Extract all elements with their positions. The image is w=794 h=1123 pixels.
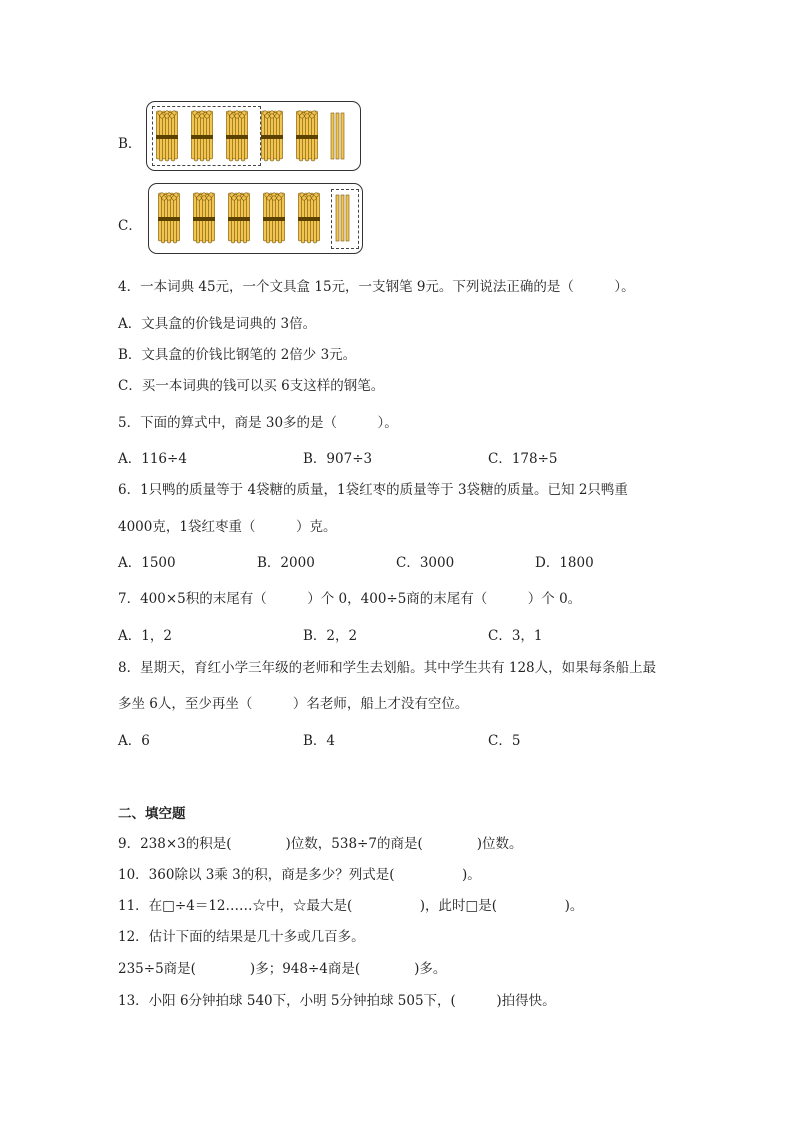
q6-option-b: B．2000	[257, 555, 315, 571]
single-stick	[331, 113, 334, 159]
q8-option-a: A．6	[118, 733, 150, 749]
q8-option-b: B．4	[303, 733, 336, 749]
stick-bundle	[193, 193, 215, 243]
stick-bundle	[263, 193, 285, 243]
stick-bundle	[191, 111, 213, 161]
stick-bundle	[228, 193, 250, 243]
q5-stem: 5．下面的算式中，商是 30多的是（ ）。	[118, 415, 398, 431]
q5-option-a: A．116÷4	[118, 451, 187, 467]
q6-stem-line1: 6．1只鸭的质量等于 4袋糖的质量，1袋红枣的质量等于 3袋糖的质量。已知 2只鸭重	[118, 482, 628, 498]
stick-bundle	[158, 193, 180, 243]
q7-stem: 7．400×5积的末尾有（ ）个 0，400÷5商的末尾有（ ）个 0。	[118, 591, 582, 607]
q4-stem: 4．一本词典 45元，一个文具盒 15元，一支钢笔 9元。下列说法正确的是（ ）。	[118, 279, 635, 295]
q11: 11．在□÷4＝12……☆中，☆最大是( )，此时□是( )。	[118, 898, 584, 914]
option-b-image	[146, 101, 361, 171]
q5-option-c: C．178÷5	[488, 451, 558, 467]
q4-option-b: B．文具盒的价钱比钢笔的 2倍少 3元。	[118, 347, 357, 363]
stick-bundle	[261, 111, 283, 161]
q12-stem: 12．估计下面的结果是几十多或几百多。	[118, 929, 365, 945]
q5-option-b: B．907÷3	[303, 451, 373, 467]
stick-bundle	[156, 111, 178, 161]
q4-option-a: A．文具盒的价钱是词典的 3倍。	[118, 316, 317, 332]
q6-option-c: C．3000	[396, 555, 455, 571]
q7-option-a: A．1，2	[118, 628, 172, 644]
single-stick	[341, 113, 344, 159]
q10: 10．360除以 3乘 3的积，商是多少？列式是( )。	[118, 867, 481, 883]
q6-option-d: D．1800	[535, 555, 594, 571]
q6-option-a: A．1500	[118, 555, 176, 571]
q8-option-c: C．5	[488, 733, 521, 749]
option-b-label: B．	[118, 136, 142, 152]
single-stick	[341, 195, 344, 241]
single-stick	[336, 195, 339, 241]
q12-line: 235÷5商是( )多；948÷4商是( )多。	[118, 961, 447, 977]
q7-option-c: C．3，1	[488, 628, 543, 644]
q8-stem-line2: 多坐 6人，至少再坐（ ）名老师，船上才没有空位。	[118, 696, 469, 712]
stick-bundle	[298, 193, 320, 243]
single-stick	[336, 113, 339, 159]
option-c-label: C．	[118, 218, 142, 234]
q9: 9．238×3的积是( )位数，538÷7的商是( )位数。	[118, 836, 523, 852]
q6-stem-line2: 4000克，1袋红枣重（ ）克。	[118, 519, 337, 535]
stick-bundle	[296, 111, 318, 161]
stick-bundles-b	[147, 102, 360, 170]
q4-option-c: C．买一本词典的钱可以买 6支这样的钢笔。	[118, 378, 385, 394]
section-title-fill-in: 二、填空题	[118, 806, 186, 822]
q8-stem-line1: 8．星期天，育红小学三年级的老师和学生去划船。其中学生共有 128人，如果每条船上最	[118, 660, 657, 676]
option-c-image	[148, 183, 363, 254]
q13: 13．小阳 6分钟拍球 540下，小明 5分钟拍球 505下，( )拍得快。	[118, 993, 556, 1009]
stick-bundle	[226, 111, 248, 161]
stick-bundles-c	[149, 184, 362, 253]
q7-option-b: B．2，2	[303, 628, 358, 644]
single-stick	[346, 195, 349, 241]
